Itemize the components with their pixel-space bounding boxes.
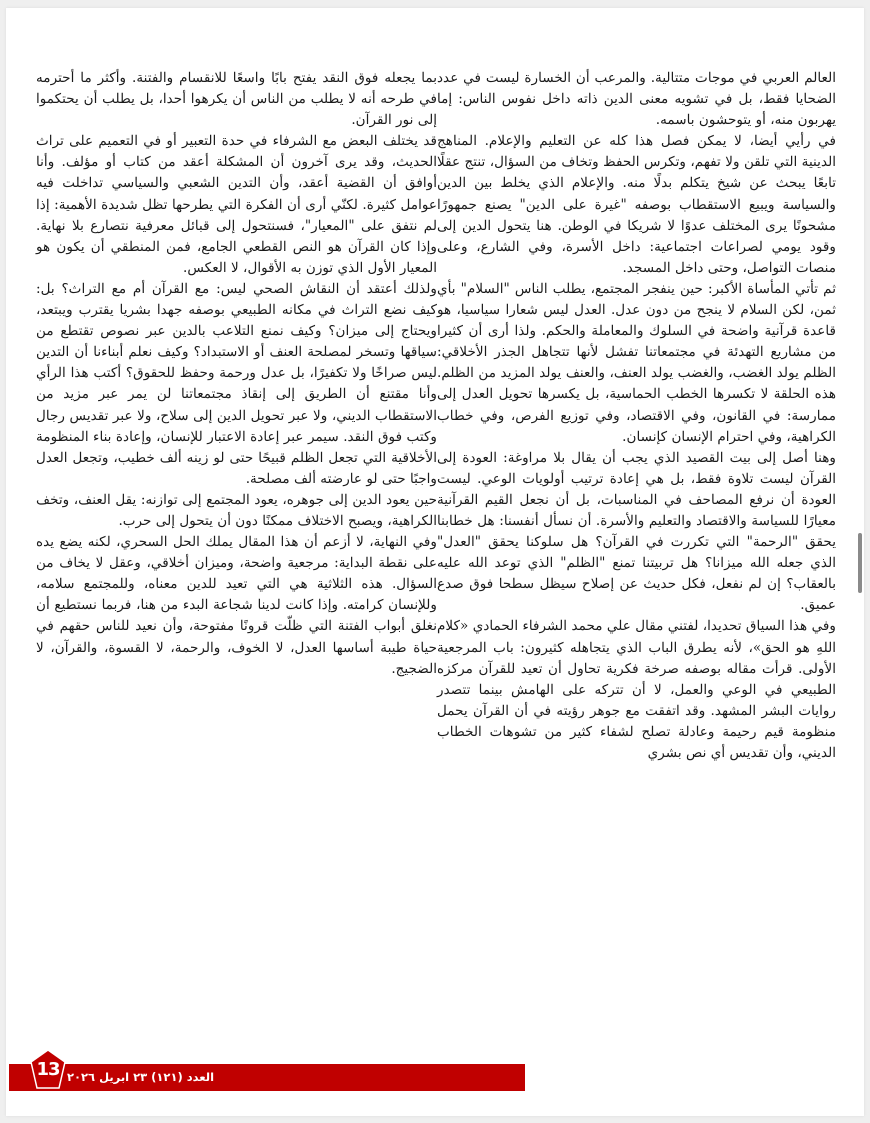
document-page <box>6 8 864 1116</box>
paragraph: وفي النهاية، لا أزعم أن هذا المقال يملك الحل السحري، لكنه يضع يده على نقطة البداية: مرجعية واضحة، وميزان أخلاقي، وعقل لا يخاف من السؤال. هذه الثلاثية هي التي تعيد للدين معناه، وللمجتمع سلامه، وللإنسان كرامته. وإذا كانت لدينا شجاعة البدء من هنا، فربما نستطيع أن نغلق أبواب الفتنة التي ظلّت قرونًا مفتوحة، وأن نعيد للناس حقهم في حياة طيبة أساسها العدل، لا الخوف، والرحمة، لا القسوة، والقرآن، لا الضجيج. <box>36 534 437 677</box>
page-number: 13 <box>36 1059 60 1080</box>
paragraph: وهنا أصل إلى بيت القصيد الذي يجب أن يقال بلا مراوغة: العودة إلى القرآن ليست تلاوة فقط، بل هي إعادة ترتيب أولويات الوعي. ليست العودة أن نرفع المصاحف في المناسبات، بل أن نجعل القيم القرآنية معيارًا للسياسة والاقتصاد والتعليم والأسرة. أن نسأل أنفسنا: هل خطابنا يحقق "الرحمة" التي تكررت في القرآن؟ هل سلوكنا يحقق "العدل" الذي جعله الله ميزانا؟ هل تربيتنا تمنع "الظلم" الذي توعد الله عليه بالعقاب؟ إن لم نفعل، فكل حديث عن إصلاح سيظل سطحا فوق صدع عميق. <box>437 449 836 614</box>
footer-bar <box>9 1064 525 1091</box>
paragraph: في رأيي أيضا، لا يمكن فصل هذا كله عن التعليم والإعلام. المناهج الدينية التي تلقن ولا تفهم، وتكرس الحفظ وتخاف من السؤال، تنتج عقلًا تابعًا يبحث عن شيخ يتكلم بدلًا منه. والإعلام الذي يخلط بين الدين والسياسة ويبيع الاستقطاب بوصفه "غيرة على الدين" يصنع جمهورًا مشحونًا يرى المختلف عدوًا لا شريكا في الوطن. هنا يتحول الدين إلى وقود يومي لصراعات اجتماعية: داخل الأسرة، وفي الشارع، وعلى منصات التواصل، وحتى داخل المسجد. <box>437 133 837 276</box>
paragraph: بما يجعله فوق النقد يفتح بابًا واسعًا للانقسام والفتنة. وأكثر ما أحترمه في طرحه أنه لا يطلب من الناس أن يكرهوا أحدا، بل يطلب أن يحتكموا إلى نور القرآن. <box>36 70 437 129</box>
paragraph: حين يعود الدين إلى جوهره، يعود المجتمع إلى توازنه: يقل العنف، وتخف الكراهية، ويصبح الاختلاف ممكنًا دون أن يتحول إلى حرب. <box>36 491 437 529</box>
paragraph: قد يختلف البعض مع الشرفاء في حدة التعبير أو في التعميم على تراث الحديث، وقد يرى آخرون أن المشكلة أعقد من كتاب أو مؤلف. وأنا أوافق أن القضية أعقد، وأن التدين الشعبي والسياسي تداخلت فيه عوامل كثيرة. لكنّي أرى أن الفكرة التي يطرحها تظل شديدة الأهمية: إذا لم نتفق على "المعيار"، فسنتحول إلى قبائل معرفية نتصارع بلا نهاية. وإذا كان القرآن هو النص القطعي الجامع، فمن المنطقي أن يكون هو المعيار الأول الذي توزن به الأقوال، لا العكس. <box>36 133 437 276</box>
paragraph: العالم العربي في موجات متتالية. والمرعب أن الخسارة ليست في عدد الضحايا فقط، بل في تشويه معنى الدين ذاته داخل نفوس الناس: إما يهربون منه، أو يتوحشون باسمه. <box>437 70 836 129</box>
paragraph: ولذلك أعتقد أن النقاش الصحي ليس: مع القرآن أم مع التراث؟ بل: كيف نضع التراث في مكانه الطبيعي بوصفه جهدا بشريا يقترب ويبتعد، ويحتاج إلى ميزان؟ وكيف نمنع التلاعب بالدين عبر نصوص تقتطع من سياقها وتسخر لمصلحة العنف أو الاستبداد؟ وكيف نعلم أبناءنا أن التدين ليس صراخًا ولا تكفيرًا، بل عدل ورحمة وحفظ للحقوق؟ أكتب هذا الرأي وأنا مقتنع أن الطريق إلى إنقاذ مجتمعاتنا لن يمر عبر مزيد من الاستقطاب الديني، ولا عبر تحويل الدين إلى سلاح، ولا عبر تقديس رجال وكتب فوق النقد. سيمر عبر إعادة الاعتبار للإنسان، وإعادة بناء المنظومة الأخلاقية التي تجعل الظلم قبيحًا حتى لو زينه ألف خطيب، وتجعل العدل واجبًا حتى لو عارضته ألف مصلحة. <box>36 280 437 487</box>
article-column-right <box>437 68 836 764</box>
issue-info: العدد (١٢١) ٢٣ ابريل ٢٠٢٦ <box>67 1070 215 1084</box>
paragraph: ثم تأتي المأساة الأكبر: حين ينفجر المجتمع، يطلب الناس "السلام" بأي ثمن، لكن السلام لا ينجح من دون عدل. العدل ليس شعارا سياسيا، هو قاعدة قرآنية واضحة في السلوك والمعاملة والحكم. ولذا أرى أن كثيرا من مشاريع التهدئة في مجتمعاتنا تفشل لأنها تتجاهل الجذر الأخلاقي: الظلم يولد الغضب، والغضب يولد العنف، والعنف يولد المزيد من الظلم. هذه الحلقة لا تكسرها الخطب الحماسية، بل يكسرها تحويل العدل إلى ممارسة: في القانون، وفي الاقتصاد، وفي توزيع الفرص، وفي خطاب الكراهية، وفي احترام الإنسان كإنسان. <box>437 280 836 445</box>
article-column-left <box>36 68 437 680</box>
vertical-scrollbar[interactable] <box>858 533 862 593</box>
paragraph: وفي هذا السياق تحديدا، لفتني مقال علي محمد الشرفاء الحمادي «كلام اللهِ هو الحق»، لأنه يطرق الباب الذي يتجاهله كثيرون: باب المرجعية الأولى. قرأت مقاله بوصفه صرخة فكرية تحاول أن تعيد للقرآن مركزه الطبيعي في الوعي والعمل، لا أن تتركه على الهامش بينما تتصدر روايات البشر المشهد. وقد اتفقت مع جوهر رؤيته في أن القرآن يحمل منظومة قيم رحيمة وعادلة تصلح لشفاء كثير من تشوهات الخطاب الديني، وأن تقديس أي نص بشري <box>437 618 836 761</box>
